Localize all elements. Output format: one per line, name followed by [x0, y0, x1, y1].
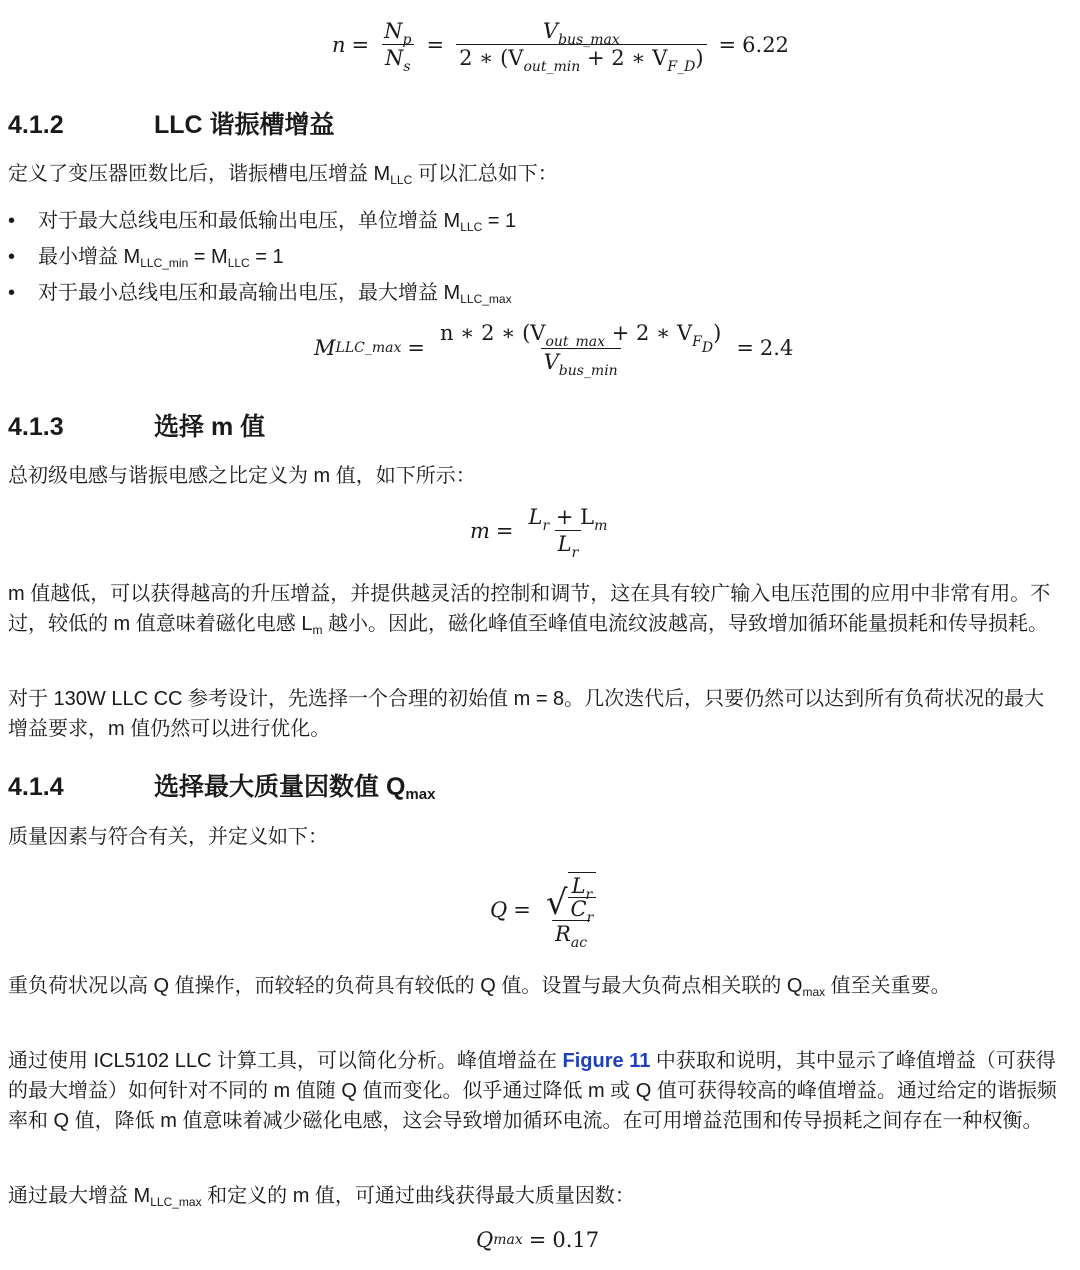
list-item-text: 对于最大总线电压和最低输出电压，单位增益 M: [38, 210, 461, 232]
subscript: max: [802, 985, 826, 999]
paragraph-m-definition: [8, 461, 1064, 491]
section-title: LLC 谐振槽增益: [154, 111, 335, 139]
paragraph-text: 质量因素与符合有关，并定义如下：: [8, 826, 328, 848]
paragraph-text: 中获取和说明，其中显示了峰值增益（可获得的最大增益）如何针对不同的 m 值随 Q 值而变化。似乎通过降低 m 或 Q 值可获得较高的峰值增益。通过给定的谐振频率和 Q 值，降低 m 值意味着减少磁化电感，这会导致增加循环电流。在可用增益范围和传导损耗之间存在一种权衡。: [8, 1050, 1057, 1132]
list-item-text: = M: [188, 246, 228, 268]
eq-subscript: r: [585, 887, 593, 903]
eq-subscript: r: [542, 518, 550, 534]
paragraph-text: 对于 130W LLC CC 参考设计，先选择一个合理的初始值 m = 8。几次迭代后，只要仍然可以达到所有负荷状况的最大增益要求，m 值仍然可以进行优化。: [8, 688, 1045, 740]
subscript: LLC: [460, 220, 483, 234]
eq-symbol: n: [332, 32, 346, 57]
eq-term: 2 ∗ (V: [459, 46, 524, 70]
paragraph-q-load: [8, 971, 1064, 1001]
eq-result: 6.22: [742, 32, 789, 57]
eq-symbol: L: [528, 505, 543, 529]
eq-subscript: max: [493, 1232, 523, 1248]
eq-symbol: m: [470, 518, 490, 543]
equation-turns-ratio: n = $\frac{N_p}{N_s}$ = $\frac{V_{bus\_max}}{2 ∗ (V_{out\_min} + 2 ∗ V_{F\_D})}$ = 6.22: [332, 19, 789, 75]
equation-qmax-value: Q max = 0.17: [476, 1228, 600, 1252]
subscript: m: [312, 623, 323, 637]
subscript: LLC_max: [460, 292, 512, 306]
eq-term: n ∗ 2 ∗ (V: [439, 321, 546, 345]
paragraph-text: m 值越低，可以获得越高的升压增益，并提供越灵活的控制和调节，这在具有较广输入电压范围的应用中非常有用。不过，较低的 m 值意味着磁化电感 L: [8, 583, 1051, 635]
figure-link[interactable]: Figure 11: [562, 1050, 651, 1072]
subscript: LLC_min: [140, 256, 189, 270]
paragraph-text: 定义了变压器匝数比后，谐振槽电压增益 M: [8, 163, 391, 185]
paragraph-q-definition: [8, 822, 1064, 852]
eq-symbol: N: [384, 19, 403, 43]
eq-subscript: F: [692, 334, 702, 350]
paragraph-gain-intro: [8, 159, 1064, 189]
eq-subscript: out_max: [545, 334, 606, 350]
fraction: [381, 18, 414, 75]
eq-term: + 2 ∗ V: [605, 321, 693, 345]
eq-subscript: D: [701, 340, 714, 356]
section-heading-4-1-4: [8, 772, 435, 802]
paragraph-text: 总初级电感与谐振电感之比定义为 m 值，如下所示：: [8, 465, 476, 487]
eq-symbol: C: [570, 897, 587, 921]
equation-max-gain: M LLC_max = $\frac{n ∗ 2 ∗ (V_{out\_max} + 2 ∗ V_{F_D})}{V_{bus\_min}}$ = 2.4: [314, 321, 794, 379]
eq-symbol: V: [543, 350, 559, 374]
paragraph-text: 通过最大增益 M: [8, 1185, 151, 1207]
list-item-text: 最小增益 M: [38, 246, 141, 268]
square-root: √ $\frac{L_r}{C_r}$: [543, 872, 599, 920]
section-number: 4.1.3: [8, 413, 64, 441]
list-item: [8, 242, 516, 278]
subscript: LLC: [390, 173, 413, 187]
eq-subscript: m: [594, 518, 608, 534]
eq-subscript: r: [586, 910, 594, 926]
eq-symbol: L: [557, 532, 572, 556]
paragraph-text: 值至关重要。: [825, 975, 951, 997]
paragraph-reference-design: [8, 684, 1064, 744]
eq-symbol: Q: [490, 897, 508, 922]
eq-symbol: R: [555, 922, 571, 946]
eq-subscript: LLC_max: [335, 339, 402, 356]
equation-quality-factor: Q = √ $\frac{L_r}{C_r}$ $R_{ac}$: [490, 872, 605, 947]
paragraph-text: 重负荷状况以高 Q 值操作，而较轻的负荷具有较低的 Q 值。设置与最大负荷点相关联的 Q: [8, 975, 803, 997]
equation-m-ratio: m = $\frac{L_r + L_m}{L_r}$: [470, 504, 616, 557]
fraction: [526, 504, 611, 561]
eq-term: + 2 ∗ V: [580, 46, 668, 70]
eq-symbol: N: [385, 46, 404, 70]
paragraph-qmax-derivation: [8, 1181, 1064, 1211]
eq-subscript: s: [403, 59, 411, 75]
paragraph-calculation-tool: [8, 1046, 1064, 1136]
eq-subscript: r: [571, 545, 579, 561]
eq-subscript: out_min: [523, 59, 581, 75]
list-item: [8, 206, 516, 242]
eq-symbol: L: [571, 874, 586, 898]
gain-bullet-list: [8, 206, 516, 314]
eq-symbol: Q: [476, 1228, 494, 1252]
eq-term: ): [695, 46, 704, 70]
section-heading-4-1-2: [8, 110, 335, 140]
eq-subscript: ac: [570, 935, 588, 951]
eq-subscript: bus_min: [558, 363, 618, 379]
eq-symbol: V: [542, 19, 559, 43]
list-item-text: = 1: [482, 210, 517, 232]
eq-term: + L: [549, 505, 595, 529]
paragraph-text: 越小。因此，磁化峰值至峰值电流纹波越高，导致增加循环能量损耗和传导损耗。: [322, 613, 1049, 635]
eq-symbol: M: [314, 335, 336, 360]
list-item-text: 对于最小总线电压和最高输出电压，最大增益 M: [38, 282, 461, 304]
paragraph-text: 通过使用 ICL5102 LLC 计算工具，可以简化分析。峰值增益在: [8, 1050, 563, 1072]
section-number: 4.1.4: [8, 773, 64, 801]
subscript: LLC: [227, 256, 250, 270]
paragraph-m-effects: [8, 579, 1064, 639]
section-title: 选择最大质量因数值 Q: [154, 773, 406, 801]
section-title: 选择 m 值: [154, 413, 266, 441]
eq-term: ): [713, 321, 722, 345]
eq-subscript: F_D: [667, 59, 696, 75]
subscript: max: [405, 786, 436, 803]
fraction: [543, 872, 599, 951]
list-item: [8, 278, 516, 314]
eq-result: 2.4: [759, 335, 794, 360]
list-item-text: = 1: [249, 246, 284, 268]
subscript: LLC_max: [150, 1195, 202, 1209]
fraction: [456, 18, 706, 75]
paragraph-text: 和定义的 m 值，可通过曲线获得最大质量因数：: [201, 1185, 635, 1207]
eq-subscript: bus_max: [558, 32, 620, 48]
fraction: [437, 320, 724, 379]
section-heading-4-1-3: [8, 412, 265, 442]
paragraph-text: 可以汇总如下：: [412, 163, 558, 185]
eq-result: 0.17: [552, 1228, 600, 1252]
eq-subscript: p: [402, 32, 412, 48]
section-number: 4.1.2: [8, 111, 64, 139]
